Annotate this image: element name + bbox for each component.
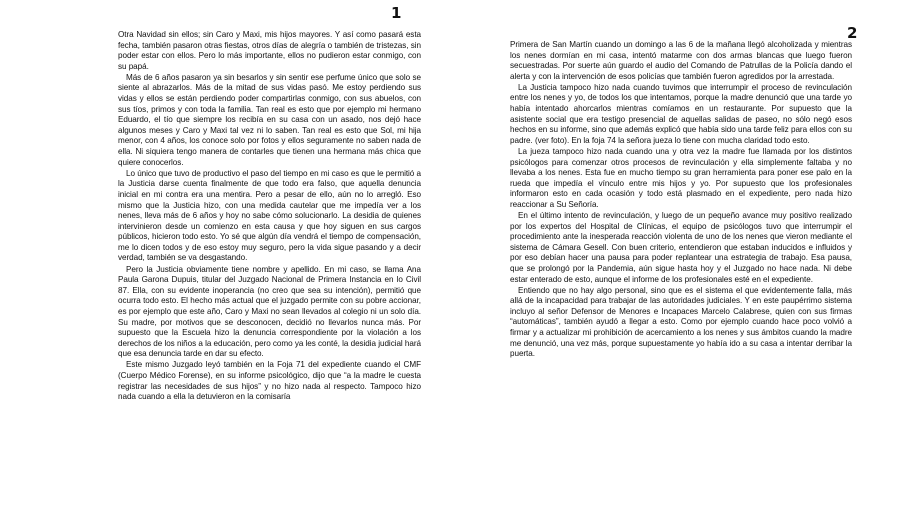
paragraph: Primera de San Martín cuando un domingo a las 6 de la mañana llegó alcoholizada y mientras los nenes dormían en mi casa, intentó matarme con dos armas blancas que luego fueron secuestradas. Por suerte aún guardo el audio del Comando de Patrullas de la Policía dando el alerta y con la intervención de esos policías que también fueron agredidos por la arrestada.	[510, 40, 852, 81]
paragraph: Más de 6 años pasaron ya sin besarlos y sin sentir ese perfume único que solo se siente al abrazarlos. Más de la mitad de sus vidas pasó. Me estoy perdiendo sus vidas y ellos se están perdiendo poder compartirlas conmigo, con sus abuelos, con sus tíos, primos y con toda la familia. Tan real es esto que por ejemplo mi hermano Eduardo, el tío que siempre los recibía en su casa con un asado, nos dejó hace algunos meses y Caro y Maxi tal vez ni lo saben. Tan real es esto que Sol, mi hija menor, con 4 años, los conoce solo por fotos y ellos seguramente no saben nada de ella. Ni siquiera tengo manera de contarles que tienen una hermana más chica que quiere conocerlos.	[118, 72, 421, 167]
paragraph: Pero la Justicia obviamente tiene nombre y apellido. En mi caso, se llama Ana Paula Garona Dupuis, titular del Juzgado Nacional de Primera Instancia en lo Civil 87. Ella, con su evidente inoperancia (no creo que sea su intención), permitió que ocurra todo esto. El hecho más actual que el juzgado permite con su pobre accionar, es por ejemplo que este año, Caro y Maxi no sean llevados al colegio ni un solo día. Su madre, por motivos que se desconocen, decidió no llevarlos nunca más. Por supuesto que la Escuela hizo la denuncia correspondiente por la violación a los derechos de los niños a la educación, pero como ya les conté, la desidia judicial hará que esa denuncia tarde en dar su efecto.	[118, 264, 421, 359]
paragraph: Otra Navidad sin ellos; sin Caro y Maxi, mis hijos mayores. Y así como pasará esta fecha, también pasaron otras fiestas, otros días de alegría o también de tristezas, sin poder estar con ellos. Pero lo más importante, ellos no pudieron estar conmigo, con su papá.	[118, 30, 421, 71]
page-number: 1	[391, 4, 402, 22]
paragraph: La Justicia tampoco hizo nada cuando tuvimos que interrumpir el proceso de revinculación entre los nenes y yo, de todos los que intentamos, porque la madre denunció que una tarde yo había intentado ahorcarlos mientras comíamos en un restaurante. Por supuesto que la asistente social que era testigo presencial de aquellas salidas de paseo, no sólo negó esos hechos en su informe, sino que además explicó que había sido una tarde feliz para ellos con su padre. (ver foto). En la foja 74 la señora jueza lo tiene con mucha claridad todo esto.	[510, 82, 852, 145]
paragraph: Lo único que tuvo de productivo el paso del tiempo en mi caso es que le permitió a la Justicia darse cuenta finalmente de que todo era falso, que aquella denuncia inicial en mi contra era una mentira. Pero a pesar de ello, aún no lo arregló. Eso mismo que la Justicia hizo, con una medida cautelar que me impedía ver a los nenes, lleva más de 6 años y hoy no sabe cómo solucionarlo. La desidia de quienes intervinieron desde un comienzo en esta causa y que hoy siguen en sus cargos públicos, hicieron todo esto. Yo sé que algún día vendrá el tiempo de compensación, me lo dicen todos y de eso estoy muy seguro, pero la vida sigue pasando y a decir verdad, también se va desgastando.	[118, 168, 421, 263]
body-text	[118, 30, 421, 403]
body-text	[510, 40, 852, 360]
paragraph: En el último intento de revinculación, y luego de un pequeño avance muy positivo realizado por los expertos del Hospital de Clínicas, el equipo de psicólogos tuvo que interrumpir el procedimiento ante la inesperada reacción violenta de uno de los nenes que vieron mediante el sistema de Cámara Gesell. Con buen criterio, entendieron que estaban inducidos e influidos y por eso debían hacer una pausa para poder replantear una estrategia de trabajo. Esa pausa, que se prolongó por la Pandemia, aún sigue hasta hoy y el Juzgado no hace nada. Ni debe estar enterado de esto, aunque el informe de los profesionales esté en el expediente.	[510, 211, 852, 284]
right-page	[455, 0, 900, 505]
page-number: 2	[847, 24, 858, 42]
paragraph: Este mismo Juzgado leyó también en la Foja 71 del expediente cuando el CMF (Cuerpo Médico Forense), en su informe psicológico, dijo que “a la madre le cuesta registrar las necesidades de sus hijos” y no hizo nada al respecto. Tampoco hizo nada cuando a ella la detuvieron en la comisaría	[118, 360, 421, 402]
paragraph: Entiendo que no hay algo personal, sino que es el sistema el que evidentemente falla, más allá de la incapacidad para trabajar de las autoridades judiciales. Y en este paupérrimo sistema incluyo al señor Defensor de Menores e Incapaces Marcelo Calabrese, quien con sus firmas “automáticas”, también ayudó a llegar a esto. Como por ejemplo cuando hace poco volvió a firmar y a actualizar mi prohibición de acercamiento a los nenes y sus ámbitos cuando la madre me denunció, una vez más, porque supuestamente yo había ido a su casa a intentar derribar la puerta.	[510, 285, 852, 359]
paragraph: La jueza tampoco hizo nada cuando una y otra vez la madre fue llamada por los distintos psicólogos para comenzar otros procesos de revinculación y ella simplemente faltaba y no llevaba a los nenes. Esta fue en mucho tiempo su gran herramienta para poner ese palo en la rueda que impedía el vínculo entre mis hijos y yo. Por supuesto que los profesionales informaron esto en cada ocasión y todo está plasmado en el expediente, pero nada hizo reaccionar a Su Señoría.	[510, 146, 852, 209]
